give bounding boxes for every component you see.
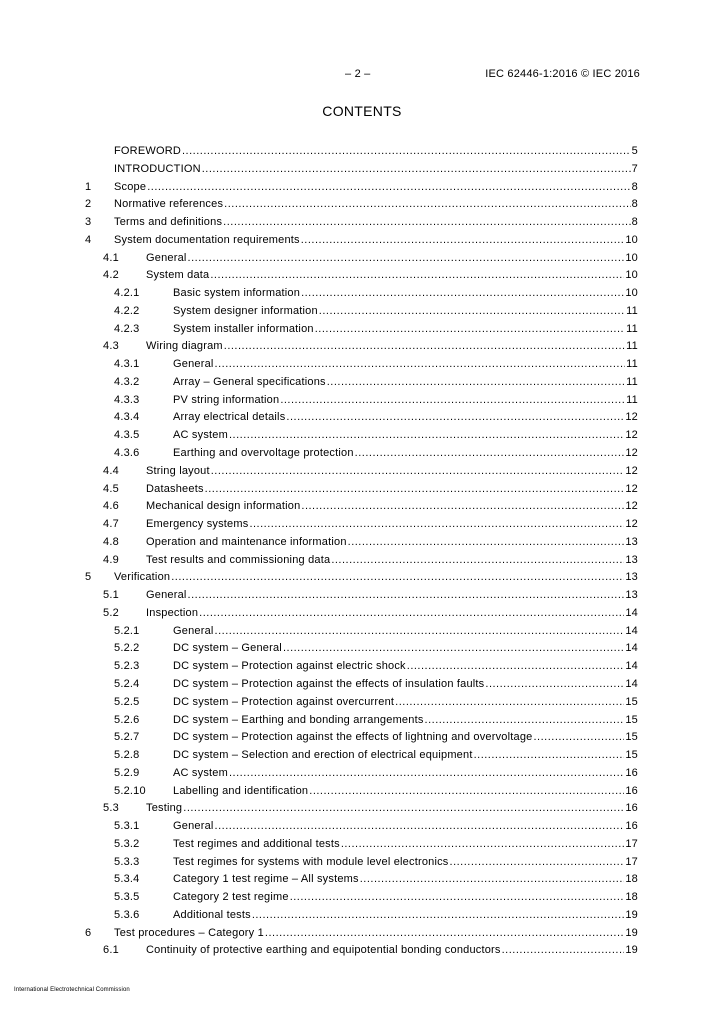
toc-entry-page: 11 xyxy=(626,393,638,406)
toc-entry-page: 8 xyxy=(631,180,638,193)
toc-entry-title: FOREWORD xyxy=(114,145,181,157)
toc-entry-page: 14 xyxy=(625,642,638,655)
toc-entry-number: 5.3.3 xyxy=(114,855,140,868)
toc-dot-leader xyxy=(188,250,625,268)
toc-entry-title: System documentation requirements xyxy=(114,233,300,246)
toc-entry[interactable] xyxy=(85,569,638,587)
toc-entry[interactable] xyxy=(85,658,638,676)
toc-entry-page: 12 xyxy=(625,464,638,477)
toc-entry-number: 4 xyxy=(85,233,92,246)
toc-entry-number: 4.6 xyxy=(103,500,119,513)
toc-entry-number: 4.2 xyxy=(103,269,119,282)
toc-dot-leader xyxy=(280,392,625,410)
toc-entry-title: String layout xyxy=(146,464,210,477)
toc-entry-number: 4.5 xyxy=(103,482,119,495)
toc-dot-leader xyxy=(315,321,625,339)
toc-entry-title: Array electrical details xyxy=(173,411,286,424)
toc-entry-number: 5.3.1 xyxy=(114,820,140,833)
toc-entry-number: 6.1 xyxy=(103,944,119,957)
toc-entry-title: DC system – Protection against the effects of insulation faults xyxy=(173,677,485,690)
toc-entry-title: System installer information xyxy=(173,322,314,335)
toc-entry-title: Test procedures – Category 1 xyxy=(114,926,264,939)
toc-dot-leader xyxy=(147,179,630,197)
toc-dot-leader xyxy=(210,267,624,285)
toc-entry-number: 4.3.1 xyxy=(114,358,140,371)
toc-entry-number: 5.2 xyxy=(103,606,119,619)
toc-entry-title: General xyxy=(173,624,214,637)
toc-entry[interactable] xyxy=(85,356,638,374)
toc-entry-title: Emergency systems xyxy=(146,518,249,531)
toc-entry-title: Additional tests xyxy=(173,908,251,921)
toc-entry[interactable] xyxy=(85,463,638,481)
toc-dot-leader xyxy=(183,800,624,818)
toc-entry-title: General xyxy=(146,251,187,264)
toc-dot-leader xyxy=(224,338,625,356)
toc-entry-page: 12 xyxy=(625,429,638,442)
toc-entry-title: System data xyxy=(146,269,210,282)
toc-entry-number: 5.3.2 xyxy=(114,837,140,850)
toc-dot-leader xyxy=(327,374,625,392)
toc-dot-leader xyxy=(229,765,624,783)
toc-entry-page: 13 xyxy=(625,589,638,602)
toc-entry-number: 4.2.1 xyxy=(114,287,140,300)
toc-dot-leader xyxy=(301,285,624,303)
toc-entry-number: 4.8 xyxy=(103,535,119,548)
toc-dot-leader xyxy=(502,942,625,960)
toc-entry-number: 2 xyxy=(85,198,92,211)
toc-entry-number: 5.2.4 xyxy=(114,677,140,690)
toc-dot-leader xyxy=(341,836,625,854)
toc-entry-title: Scope xyxy=(114,180,147,193)
toc-entry[interactable] xyxy=(85,250,638,268)
toc-entry-page: 12 xyxy=(625,447,638,460)
toc-entry-title: Datasheets xyxy=(146,482,204,495)
toc-entry-number: 4.3.3 xyxy=(114,393,140,406)
toc-entry-number: 5.2.9 xyxy=(114,766,140,779)
toc-entry-page: 18 xyxy=(625,873,638,886)
toc-entry-page: 16 xyxy=(625,784,638,797)
toc-entry-number: 4.3.2 xyxy=(114,375,140,388)
toc-entry-page: 7 xyxy=(631,162,638,175)
toc-dot-leader xyxy=(301,498,624,516)
toc-entry[interactable] xyxy=(85,587,638,605)
toc-entry-page: 10 xyxy=(625,233,638,246)
toc-entry-number: 5.3 xyxy=(103,802,119,815)
toc-entry-title: Test results and commissioning data xyxy=(146,553,331,566)
toc-entry-number: 4.3.4 xyxy=(114,411,140,424)
toc-entry-number: 3 xyxy=(85,216,92,229)
toc-entry[interactable] xyxy=(85,427,638,445)
toc-entry-page: 14 xyxy=(625,606,638,619)
toc-entry-title: INTRODUCTION xyxy=(114,162,201,175)
toc-entry-page: 12 xyxy=(625,518,638,531)
toc-entry[interactable] xyxy=(85,143,638,161)
toc-entry-title: DC system – Selection and erection of electrical equipment xyxy=(173,749,473,762)
toc-entry[interactable] xyxy=(85,214,638,232)
toc-entry-title: Labelling and identification xyxy=(173,784,309,797)
toc-entry[interactable] xyxy=(85,925,638,943)
toc-entry-number: 1 xyxy=(85,180,92,193)
toc-entry-number: 4.7 xyxy=(103,518,119,531)
toc-entry-title: Earthing and overvoltage protection xyxy=(173,447,354,460)
toc-entry-page: 11 xyxy=(626,375,638,388)
toc-entry-title: General xyxy=(146,589,187,602)
toc-entry-number: 4.1 xyxy=(103,251,119,264)
toc-dot-leader xyxy=(485,676,624,694)
toc-entry-page: 16 xyxy=(625,820,638,833)
toc-entry-page: 10 xyxy=(625,287,638,300)
page-number: – 2 – xyxy=(345,68,371,80)
toc-entry-title: Mechanical design information xyxy=(146,500,301,513)
toc-entry-number: 5.2.7 xyxy=(114,731,140,744)
toc-dot-leader xyxy=(331,552,624,570)
toc-entry-page: 10 xyxy=(625,269,638,282)
toc-dot-leader xyxy=(286,409,624,427)
toc-entry-title: DC system – Protection against the effects of lightning and overvoltage xyxy=(173,731,533,744)
toc-entry-number: 5.2.2 xyxy=(114,642,140,655)
toc-entry[interactable] xyxy=(85,196,638,214)
toc-entry-page: 19 xyxy=(625,926,638,939)
toc-entry-number: 5.2.3 xyxy=(114,660,140,673)
toc-entry-title: Verification xyxy=(114,571,171,584)
toc-entry-title: Basic system information xyxy=(173,287,301,300)
toc-entry-title: DC system – Protection against electric shock xyxy=(173,660,406,673)
toc-dot-leader xyxy=(215,356,626,374)
toc-entry[interactable] xyxy=(85,800,638,818)
toc-entry[interactable] xyxy=(85,729,638,747)
toc-entry[interactable] xyxy=(85,498,638,516)
toc-entry-title: General xyxy=(173,358,214,371)
toc-entry[interactable] xyxy=(85,409,638,427)
toc-entry-page: 12 xyxy=(625,500,638,513)
toc-entry-page: 5 xyxy=(631,145,638,157)
toc-entry[interactable] xyxy=(85,552,638,570)
toc-entry-page: 17 xyxy=(625,855,638,868)
toc-dot-leader xyxy=(202,161,631,179)
toc-entry-number: 5.3.6 xyxy=(114,908,140,921)
footer-publisher: International Electrotechnical Commission xyxy=(14,987,130,993)
toc-entry-number: 4.3.6 xyxy=(114,447,140,460)
toc-dot-leader xyxy=(249,516,624,534)
toc-entry[interactable] xyxy=(85,765,638,783)
toc-dot-leader xyxy=(182,143,631,161)
toc-dot-leader xyxy=(199,605,624,623)
toc-entry[interactable] xyxy=(85,516,638,534)
toc-entry-page: 12 xyxy=(625,482,638,495)
toc-entry[interactable] xyxy=(85,623,638,641)
toc-entry-title: AC system xyxy=(173,429,228,442)
page-header xyxy=(340,68,640,84)
toc-entry-page: 13 xyxy=(625,535,638,548)
toc-dot-leader xyxy=(229,427,624,445)
toc-entry-page: 11 xyxy=(626,340,638,353)
toc-dot-leader xyxy=(211,463,625,481)
toc-entry[interactable] xyxy=(85,445,638,463)
toc-dot-leader xyxy=(474,747,625,765)
toc-dot-leader xyxy=(360,871,625,889)
toc-entry[interactable] xyxy=(85,907,638,925)
toc-entry-number: 5.1 xyxy=(103,589,119,602)
toc-entry[interactable] xyxy=(85,783,638,801)
toc-entry-title: General xyxy=(173,820,214,833)
toc-entry[interactable] xyxy=(85,889,638,907)
toc-entry[interactable] xyxy=(85,267,638,285)
toc-entry-page: 16 xyxy=(625,802,638,815)
page-title: CONTENTS xyxy=(322,103,402,119)
toc-entry-page: 15 xyxy=(625,749,638,762)
toc-entry-title: PV string information xyxy=(173,393,280,406)
toc-dot-leader xyxy=(407,658,625,676)
toc-dot-leader xyxy=(450,854,625,872)
toc-entry-page: 11 xyxy=(626,304,638,317)
toc-dot-leader xyxy=(283,640,624,658)
toc-entry[interactable] xyxy=(85,179,638,197)
toc-dot-leader xyxy=(348,534,625,552)
toc-entry-title: DC system – Earthing and bonding arrangements xyxy=(173,713,424,726)
toc-entry-number: 5.2.8 xyxy=(114,749,140,762)
toc-dot-leader xyxy=(533,729,624,747)
toc-entry-page: 11 xyxy=(626,358,638,371)
toc-entry-title: Operation and maintenance information xyxy=(146,535,347,548)
toc-entry-page: 19 xyxy=(625,944,638,957)
toc-entry-title: Inspection xyxy=(146,606,199,619)
toc-dot-leader xyxy=(395,694,624,712)
toc-entry-page: 8 xyxy=(631,198,638,211)
toc-entry-title: Terms and definitions xyxy=(114,216,223,229)
toc-entry[interactable] xyxy=(85,694,638,712)
toc-entry[interactable] xyxy=(85,712,638,730)
toc-dot-leader xyxy=(425,712,625,730)
toc-entry[interactable] xyxy=(85,640,638,658)
toc-entry-page: 13 xyxy=(625,571,638,584)
toc-entry-page: 15 xyxy=(625,695,638,708)
toc-entry-title: Wiring diagram xyxy=(146,340,223,353)
toc-entry-number: 4.4 xyxy=(103,464,119,477)
toc-dot-leader xyxy=(223,214,631,232)
toc-dot-leader xyxy=(265,925,624,943)
toc-dot-leader xyxy=(301,232,625,250)
toc-entry[interactable] xyxy=(85,605,638,623)
toc-entry[interactable] xyxy=(85,481,638,499)
toc-entry-number: 5.3.5 xyxy=(114,891,140,904)
toc-entry[interactable] xyxy=(85,285,638,303)
toc-entry-number: 4.3 xyxy=(103,340,119,353)
toc-entry-page: 14 xyxy=(625,624,638,637)
toc-entry-number: 4.2.3 xyxy=(114,322,140,335)
toc-entry-number: 4.9 xyxy=(103,553,119,566)
toc-entry-title: Continuity of protective earthing and equipotential bonding conductors xyxy=(146,944,501,957)
toc-entry-page: 17 xyxy=(625,837,638,850)
toc-entry-number: 5 xyxy=(85,571,92,584)
toc-entry-page: 15 xyxy=(625,731,638,744)
toc-entry-number: 5.2.1 xyxy=(114,624,140,637)
toc-entry[interactable] xyxy=(85,534,638,552)
toc-entry[interactable] xyxy=(85,232,638,250)
toc-entry-title: DC system – Protection against overcurrent xyxy=(173,695,395,708)
toc-entry[interactable] xyxy=(85,161,638,179)
toc-entry-page: 18 xyxy=(625,891,638,904)
toc-dot-leader xyxy=(215,818,625,836)
toc-entry-title: System designer information xyxy=(173,304,318,317)
toc-entry-number: 5.2.5 xyxy=(114,695,140,708)
toc-entry-number: 5.3.4 xyxy=(114,873,140,886)
toc-entry-title: Normative references xyxy=(114,198,224,211)
standard-reference: IEC 62446-1:2016 © IEC 2016 xyxy=(485,68,640,80)
toc-entry[interactable] xyxy=(85,338,638,356)
toc-entry[interactable] xyxy=(85,854,638,872)
toc-entry-number: 4.3.5 xyxy=(114,429,140,442)
toc-entry[interactable] xyxy=(85,836,638,854)
toc-entry-page: 15 xyxy=(625,713,638,726)
toc-dot-leader xyxy=(215,623,625,641)
toc-entry-page: 14 xyxy=(625,660,638,673)
toc-entry[interactable] xyxy=(85,747,638,765)
toc-entry-title: Array – General specifications xyxy=(173,375,326,388)
toc-entry-title: Testing xyxy=(146,802,183,815)
toc-dot-leader xyxy=(319,303,625,321)
toc-entry-page: 16 xyxy=(625,766,638,779)
toc-entry-page: 12 xyxy=(625,411,638,424)
toc-entry-page: 14 xyxy=(625,677,638,690)
toc-entry[interactable] xyxy=(85,676,638,694)
toc-entry[interactable] xyxy=(85,321,638,339)
toc-entry-number: 4.2.2 xyxy=(114,304,140,317)
toc-entry-title: Test regimes and additional tests xyxy=(173,837,340,850)
toc-entry-page: 19 xyxy=(625,908,638,921)
toc-entry-number: 5.2.6 xyxy=(114,713,140,726)
toc-dot-leader xyxy=(252,907,625,925)
toc-entry-title: Test regimes for systems with module level electronics xyxy=(173,855,449,868)
toc-entry[interactable] xyxy=(85,392,638,410)
toc-entry-number: 5.2.10 xyxy=(114,784,146,797)
table-of-contents xyxy=(85,143,638,960)
toc-entry-page: 8 xyxy=(631,216,638,229)
toc-dot-leader xyxy=(205,481,625,499)
toc-entry-page: 13 xyxy=(625,553,638,566)
toc-entry-page: 10 xyxy=(625,251,638,264)
toc-dot-leader xyxy=(171,569,624,587)
toc-entry-title: Category 1 test regime – All systems xyxy=(173,873,359,886)
toc-entry[interactable] xyxy=(85,303,638,321)
toc-entry[interactable] xyxy=(85,871,638,889)
toc-entry-page: 11 xyxy=(626,322,638,335)
toc-dot-leader xyxy=(224,196,631,214)
toc-entry-number: 6 xyxy=(85,926,92,939)
toc-dot-leader xyxy=(290,889,625,907)
toc-entry-title: Category 2 test regime xyxy=(173,891,289,904)
toc-dot-leader xyxy=(309,783,624,801)
toc-dot-leader xyxy=(355,445,625,463)
toc-entry-title: AC system xyxy=(173,766,228,779)
toc-entry-title: DC system – General xyxy=(173,642,282,655)
toc-entry[interactable] xyxy=(85,942,638,960)
toc-entry[interactable] xyxy=(85,818,638,836)
toc-dot-leader xyxy=(188,587,625,605)
toc-entry[interactable] xyxy=(85,374,638,392)
